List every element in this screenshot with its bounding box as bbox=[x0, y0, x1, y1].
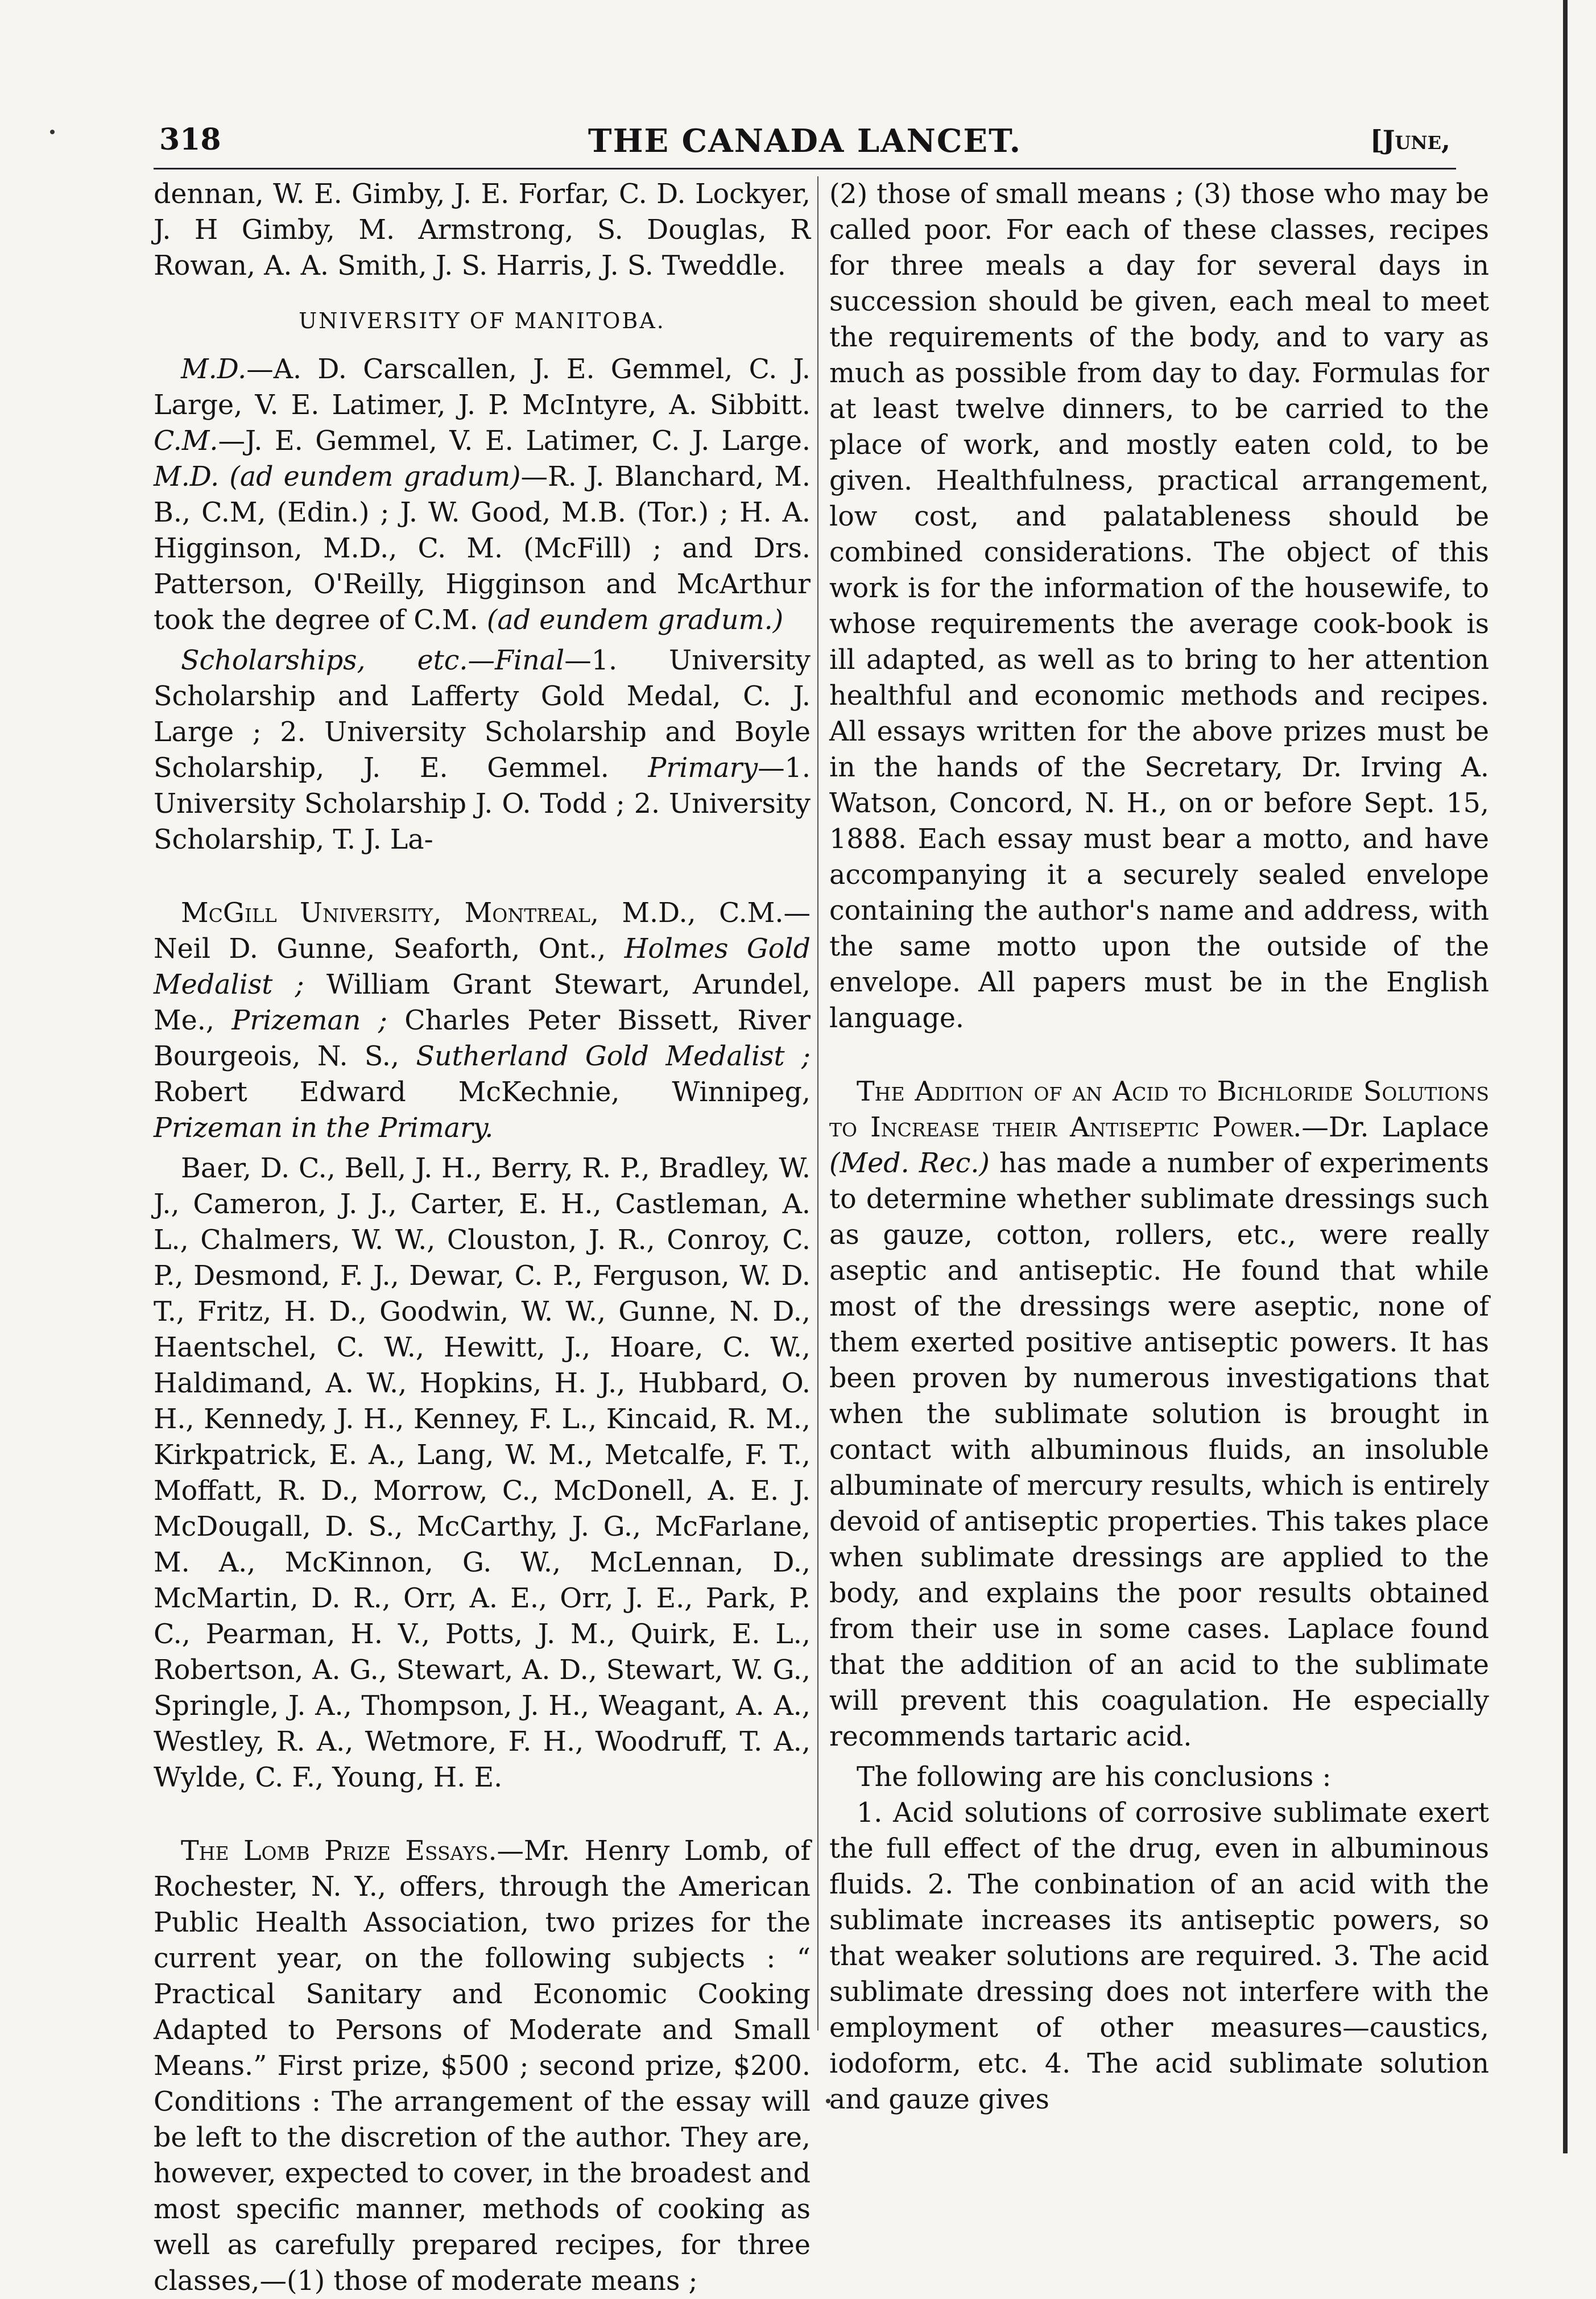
mcgill-graduate-names: Baer, D. C., Bell, J. H., Berry, R. P., Bradley, W. J., Cameron, J. J., Carter, E. H., Castleman, A. L., Chalmers, W. W., Clouston, J. R., Conroy, C. P., Desmond, F. J., Dewar, C. P., Ferguson, W. D. T., Fritz, H. D., Goodwin, W. W., Gunne, N. D., Haentschel, C. W., Hewitt, J., Hoare, C. W., Haldimand, A. W., Hopkins, H. J., Hubbard, O. H., Kennedy, J. H., Kenney, F. L., Kincaid, R. M., Kirkpatrick, E. A., Lang, W. M., Metcalfe, F. T., Moffatt, R. D., Morrow, C., McDonell, A. E. J. McDougall, D. S., McCarthy, J. G., McFarlane, M. A., McKinnon, G. W., McLennan, D., McMartin, D. R., Orr, A. E., Orr, J. E., Park, P. C., Pearman, H. V., Potts, J. M., Quirk, E. L., Robertson, A. G., Stewart, A. D., Stewart, W. G., Springle, J. A., Thompson, J. H., Weagant, A. A., Westley, R. A., Wetmore, F. H., Woodruff, T. A., Wylde, C. F., Young, H. E. bbox=[154, 1153, 811, 1793]
manitoba-scholarships bbox=[154, 643, 811, 858]
md-ad-text: —R. J. Blanchard, M. B., C.M, (Edin.) ; J. W. Good, M.B. (Tor.) ; H. A. Higginson, M.D., C. M. (McFill) ; and Drs. Patterson, O'Reilly, Higginson and McArthur took the degree of C.M. bbox=[154, 461, 811, 636]
journal-title: THE CANADA LANCET. bbox=[588, 122, 1022, 160]
lomb-text: —Mr. Henry Lomb, of Rochester, N. Y., offers, through the American Public Health Association, two prizes for the current year, on the following subjects : “ Practical Sanitary and Economic Cooking Adapted to Persons of Moderate and Small Means.” First prize, $500 ; second prize, $200. Conditions : The arrangement of the essay will be left to the discretion of the author. They are, however, expected to cover, in the broadest and most specific manner, methods of cooking as well as carefully prepared recipes, for three classes,—(1) those of moderate means ; bbox=[154, 1835, 811, 2297]
mcgill-italic-1: Holmes Gold Medalist ; bbox=[154, 933, 811, 1000]
lomb-paragraph bbox=[154, 1833, 811, 2299]
md-label: M.D. bbox=[181, 354, 247, 385]
speck bbox=[50, 130, 55, 134]
scholarships-primary-text: —1. University Scholarship J. O. Todd ; 2. University Scholarship, T. J. La- bbox=[154, 752, 811, 855]
acid-paragraph bbox=[829, 1074, 1489, 1755]
page-header bbox=[154, 117, 1456, 169]
conclusions-list: 1. Acid solutions of corrosive sublimate exert the full effect of the drug, even in albuminous fluids. 2. The conbination of an acid with the sublimate increases its antiseptic powers, so that weaker solutions are required. 3. The acid sublimate dressing does not interfere with the employment of other measures—caustics, iodoform, etc. 4. The acid sublimate solution and gauze gives bbox=[829, 1797, 1489, 2115]
issue-month: [June, bbox=[1370, 125, 1450, 155]
mcgill-paragraph bbox=[154, 895, 811, 1146]
mcgill-italic-2: Prizeman ; bbox=[231, 1005, 387, 1036]
manitoba-md bbox=[154, 352, 811, 638]
scholarships-final: Scholarships, etc.—Final bbox=[181, 645, 565, 676]
lomb-heading: The Lomb Prize Essays. bbox=[181, 1835, 497, 1867]
page-edge-border bbox=[1563, 0, 1568, 2153]
lomb-continued: (2) those of small means ; (3) those who may be called poor. For each of these classes, recipes for three meals a day for several days in succession should be given, each meal to meet the requirements of the body, and to vary as much as possible from day to day. Formulas for at least twelve dinners, to be carried to the place of work, and mostly eaten cold, to be given. Healthfulness, practical arrangement, low cost, and palatableness should be combined considerations. The object of this work is for the information of the housewife, to whose requirements the average cook-book is ill adapted, as well as to bring to her attention healthful and economic methods and recipes. All essays written for the above prizes must be in the hands of the Secretary, Dr. Irving A. Watson, Concord, N. H., on or before Sept. 15, 1888. Each essay must bear a motto, and have accompanying it a securely sealed envelope containing the author's name and address, with the same motto upon the outside of the envelope. All papers must be in the English language. bbox=[829, 179, 1489, 1034]
mcgill-text-1: — Neil D. Gunne, Seaforth, Ont., bbox=[154, 898, 811, 965]
manitoba-heading: UNIVERSITY OF MANITOBA. bbox=[299, 308, 665, 333]
acid-heading: The Addition of an Acid to Bichloride Solutions to Increase their Antiseptic Power. bbox=[829, 1076, 1489, 1143]
cm-label: C.M. bbox=[154, 425, 218, 457]
mcgill-text-4: Robert Edward McKechnie, Winnipeg, bbox=[154, 1077, 811, 1108]
md-ad-label: M.D. bbox=[154, 461, 220, 493]
mcgill-italic-3: Sutherland Gold Medalist ; bbox=[416, 1041, 811, 1072]
acid-text-1: —Dr. Laplace bbox=[1301, 1112, 1489, 1143]
scholarships-primary: Primary bbox=[648, 752, 758, 784]
right-column bbox=[829, 176, 1489, 2115]
md-text: —A. D. Carscallen, J. E. Gemmel, C. J. Large, V. E. Latimer, J. P. McIntyre, A. Sibbitt. bbox=[154, 354, 811, 421]
md-ad-italic: (ad eundem gradum) bbox=[229, 461, 521, 493]
mcgill-heading: McGill University, Montreal, M.D., C.M. bbox=[181, 898, 784, 929]
mcgill-text-3: Charles Peter Bissett, River Bourgeois, N. S., bbox=[154, 1005, 811, 1072]
page-number: 318 bbox=[159, 122, 221, 157]
graduates-continued: dennan, W. E. Gimby, J. E. Forfar, C. D. Lockyer, J. H Gimby, M. Armstrong, S. Douglas, R Rowan, A. A. Smith, J. S. Harris, J. S. Tweddle. bbox=[154, 179, 811, 282]
column-divider bbox=[817, 176, 818, 2031]
cm-text: —J. E. Gemmel, V. E. Latimer, C. J. Large. bbox=[218, 425, 811, 457]
conclusions-intro: The following are his conclusions : bbox=[857, 1762, 1332, 1793]
mcgill-text-2: William Grant Stewart, Arundel, Me., bbox=[154, 969, 811, 1036]
scholarships-final-text: —1. University Scholarship and Lafferty Gold Medal, C. J. Large ; 2. University Scholarship and Boyle Scholarship, J. E. Gemmel. bbox=[154, 645, 811, 784]
left-column bbox=[154, 176, 811, 2297]
md-ad-italic2: (ad eundem gradum.) bbox=[486, 605, 784, 636]
acid-text-2: has made a number of experiments to determine whether sublimate dressings such as gauze, cotton, rollers, etc., were really aseptic and antiseptic. He found that while most of the dressings were aseptic, none of them exerted positive antiseptic powers. It has been proven by numerous investigations that when the sublimate solution is brought in contact with albuminous fluids, an insoluble albuminate of mercury results, which is entirely devoid of antiseptic properties. This takes place when sublimate dressings are applied to the body, and explains the poor results obtained from their use in some cases. Laplace found that the addition of an acid to the sublimate will prevent this coagulation. He especially recommends tartaric acid. bbox=[829, 1148, 1489, 1752]
acid-citation: (Med. Rec.) bbox=[829, 1148, 990, 1179]
mcgill-italic-4: Prizeman in the Primary. bbox=[154, 1113, 494, 1144]
